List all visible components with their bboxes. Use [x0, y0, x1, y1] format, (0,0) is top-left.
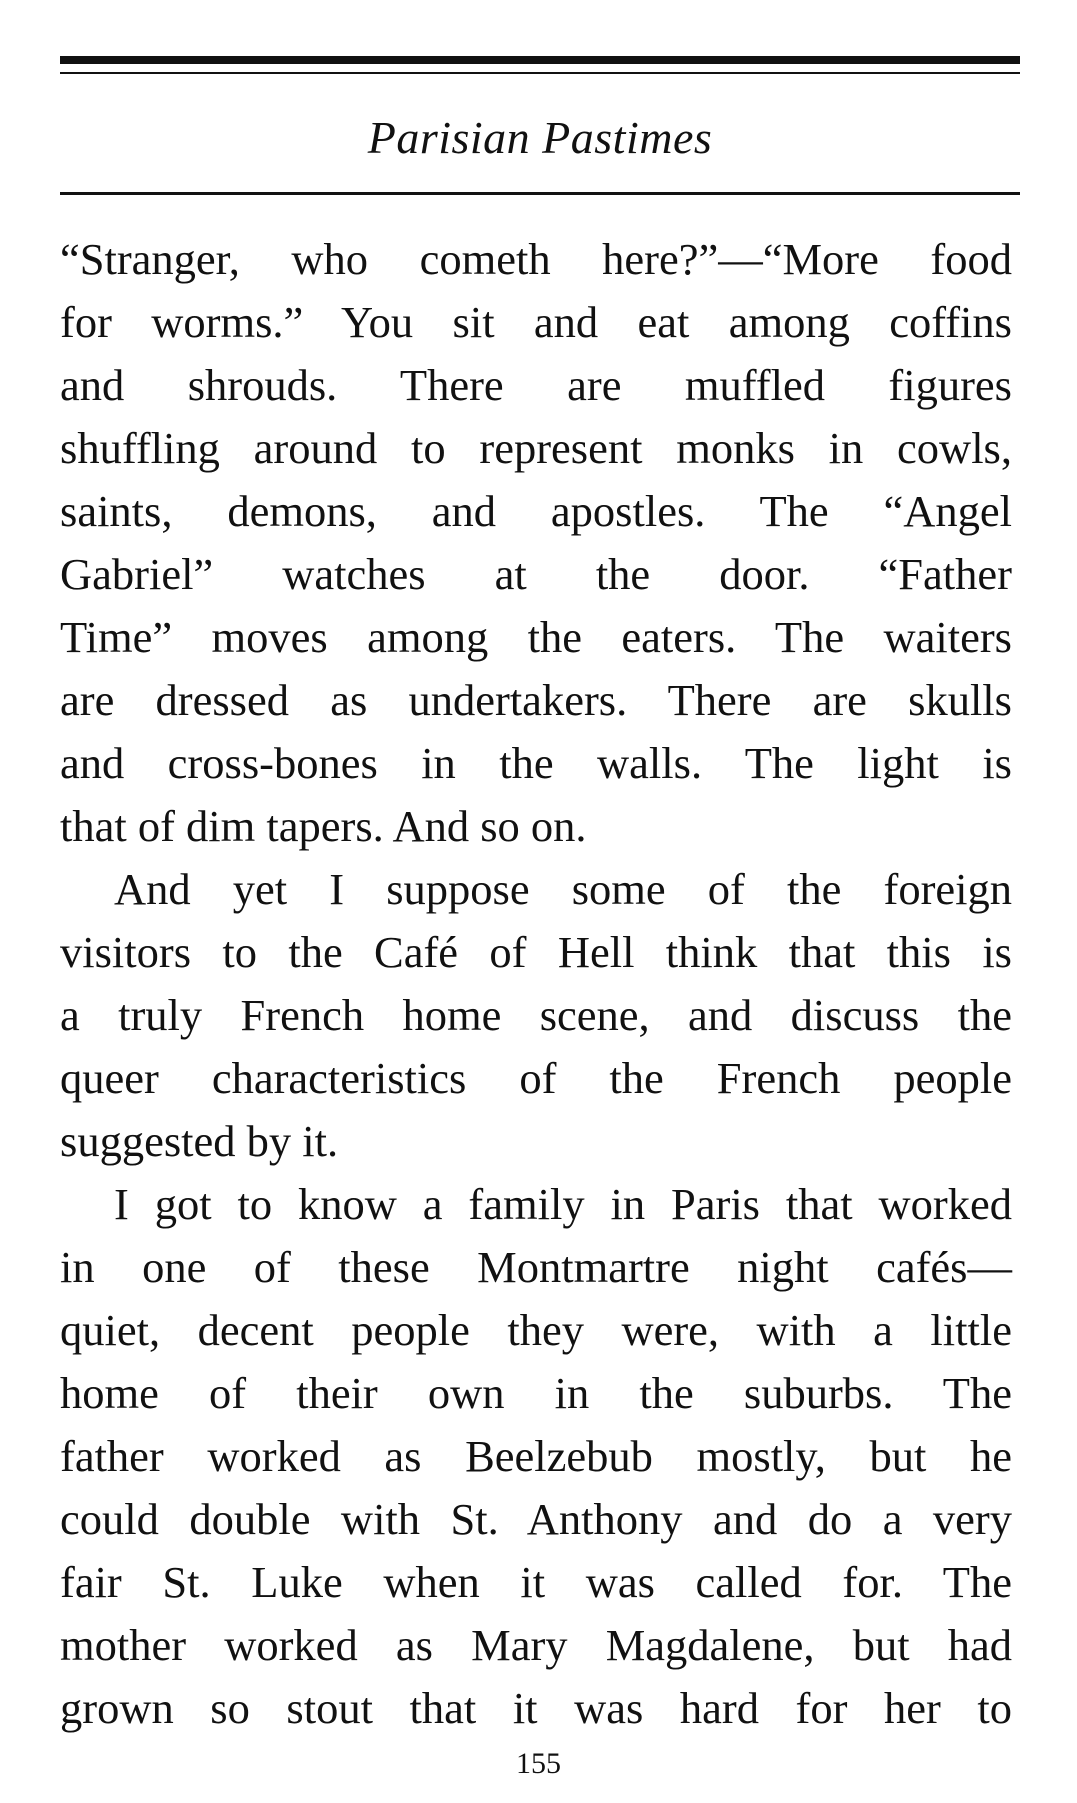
text-line: Time” moves among the eaters. The waiters [60, 612, 1012, 662]
running-head: Parisian Pastimes [367, 112, 713, 163]
text-line: queer characteristics of the French people [60, 1053, 1012, 1103]
text-line: a truly French home scene, and discuss the [60, 990, 1012, 1040]
text-line: shuffling around to represent monks in cowls, [60, 423, 1012, 473]
text-line: and shrouds. There are muffled figures [60, 360, 1012, 410]
paragraph-start-line: I got to know a family in Paris that worked [114, 1179, 1012, 1229]
text-line: are dressed as undertakers. There are skulls [60, 675, 1012, 725]
text-line: home of their own in the suburbs. The [60, 1368, 1012, 1418]
text-line: visitors to the Café of Hell think that this is [60, 927, 1012, 977]
text-line: father worked as Beelzebub mostly, but he [60, 1431, 1012, 1481]
text-line: suggested by it. [60, 1116, 339, 1166]
text-line: and cross-bones in the walls. The light is [60, 738, 1012, 788]
paragraph-start-line: And yet I suppose some of the foreign [114, 864, 1012, 914]
text-line: mother worked as Mary Magdalene, but had [60, 1620, 1012, 1670]
text-line: that of dim tapers. And so on. [60, 801, 587, 851]
header-underline-rule [60, 192, 1020, 195]
text-line: “Stranger, who cometh here?”—“More food [60, 234, 1012, 284]
body-text [60, 228, 1012, 1740]
header-rule-thin [60, 72, 1020, 74]
text-line: saints, demons, and apostles. The “Angel [60, 486, 1012, 536]
header-rule-thick [60, 56, 1020, 64]
page-number: 155 [516, 1747, 561, 1780]
text-line: could double with St. Anthony and do a very [60, 1494, 1012, 1544]
text-line: Gabriel” watches at the door. “Father [60, 549, 1012, 599]
text-line: fair St. Luke when it was called for. The [60, 1557, 1012, 1607]
text-line: quiet, decent people they were, with a little [60, 1305, 1012, 1355]
text-line: grown so stout that it was hard for her to [60, 1683, 1012, 1733]
text-line: in one of these Montmartre night cafés— [60, 1242, 1012, 1292]
text-line: for worms.” You sit and eat among coffins [60, 297, 1012, 347]
